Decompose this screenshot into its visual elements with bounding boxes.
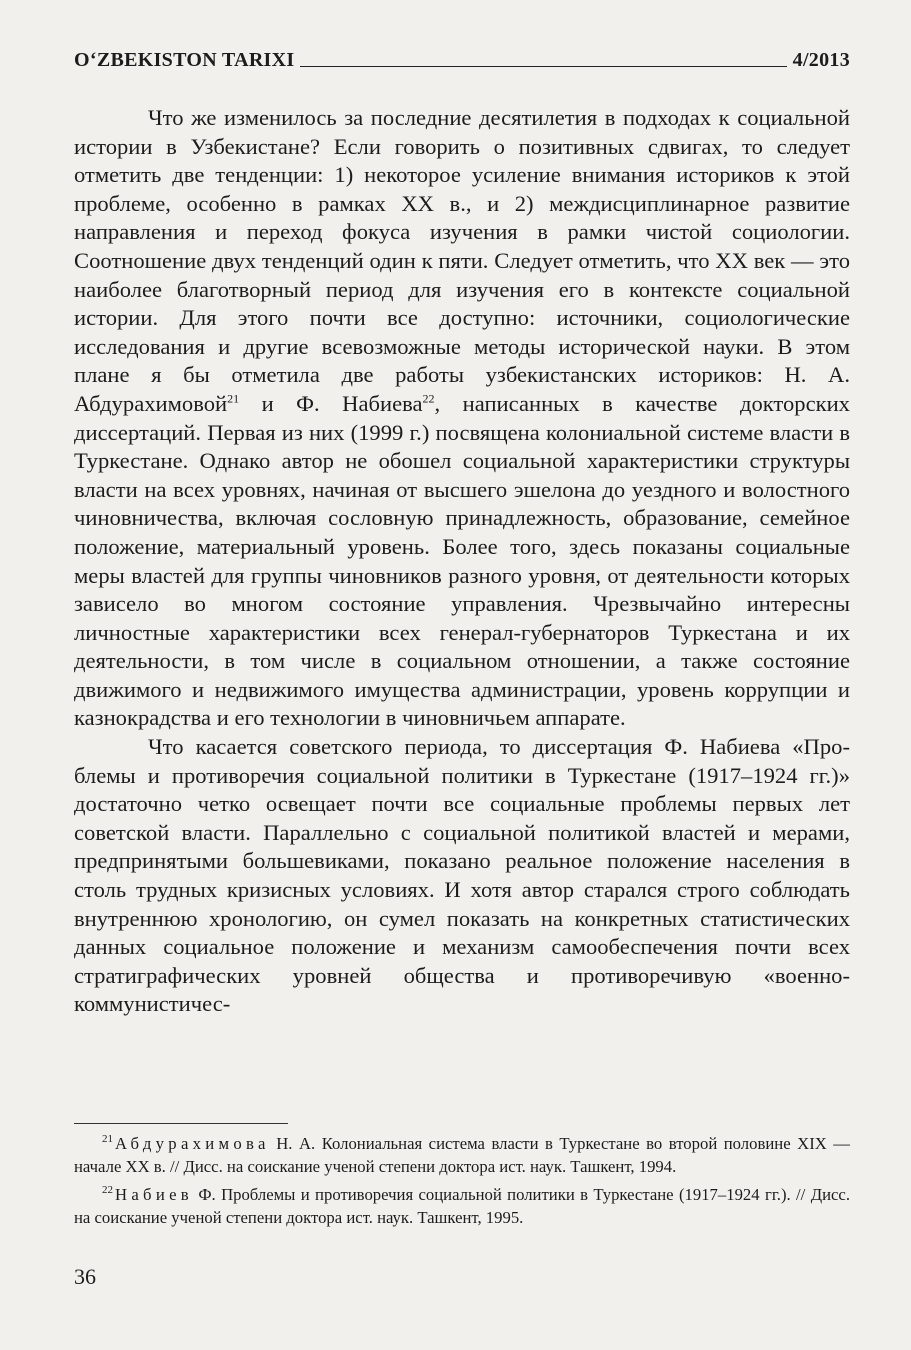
footnote-22 <box>74 1184 850 1229</box>
footnote-text: Н. А. Колониальная система власти в Туркестане во второй половине XIX — начале XX в. // Дисс. на соискание ученой степени доктора ист. наук. Ташкент, 1994. <box>74 1134 850 1176</box>
footnote-author: Абдурахимова <box>115 1134 270 1153</box>
footnote-ref-21: 21 <box>227 391 240 406</box>
footnote-number: 22 <box>102 1184 113 1197</box>
paragraph-1 <box>74 104 850 733</box>
issue-number: 4/2013 <box>792 49 850 71</box>
footnotes <box>74 1133 850 1235</box>
journal-title: O‘ZBEKISTON TARIXI <box>74 49 295 71</box>
main-text <box>74 104 850 1019</box>
footnote-21 <box>74 1133 850 1178</box>
footnote-separator <box>74 1123 288 1124</box>
footnote-number: 21 <box>102 1133 113 1146</box>
header-rule <box>300 66 786 67</box>
page-number: 36 <box>74 1264 96 1289</box>
paragraph-2: Что касается советского периода, то диссертация Ф. Набиева «Проблемы и противоречия социальной политики в Туркестане (1917–1924 гг.)» достаточно четко освещает почти все социальные проблемы первых лет советской власти. Параллельно с социальной политикой властей и мерами, предпринятыми большевиками, показано реальное положение населения в столь трудных кризисных условиях. И хотя автор старался строго соблюдать внутреннюю хронологию, он сумел показать на конкретных статистических данных социальное положение и механизм самообеспечения почти всех стратиграфических уровней общества и противоречивую «военно-коммунистичес- <box>74 734 850 1017</box>
paragraph-1-part-b: и Ф. Набиева <box>239 390 423 416</box>
paragraph-1-part-a: Что же изменилось за последние десятилетия в подходах к социальной истории в Узбекистане? Если говорить о позитивных сдвигах, то следует отметить две тенденции: 1) некоторое усиление внимания историков к этой проблеме, особенно в рамках XX в., и 2) междисциплинарное развитие направления и переход фокуса изучения в рамки чистой социологии. Соотношение двух тенденций один к пяти. Следует отметить, что XX век — это наиболее благотворный период для изучения его в контексте социальной истории. Для этого почти все доступно: источники, социологические исследования и другие всевозможные методы исторической науки. В этом плане я бы отметила две работы узбекистанских историков: Н. А. Абдурахимовой <box>74 105 850 416</box>
footnote-text: Ф. Проблемы и противоречия социальной политики в Туркестане (1917–1924 гг.). // Дисс. на соискание ученой степени доктора ист. наук. Ташкент, 1995. <box>74 1185 850 1227</box>
footnote-ref-22: 22 <box>422 391 435 406</box>
paragraph-1-part-c: , написанных в качестве докторских диссертаций. Первая из них (1999 г.) посвящена колониальной системе власти в Туркестане. Однако автор не обошел социальной характеристики структуры власти на всех уровнях, начиная от высшего эшелона до уездного и волостного чиновничества, включая сословную принадлежность, образование, семейное положение, материальный уровень. Более того, здесь показаны социальные меры властей для группы чиновников разного уровня, от деятельности которых зависело во многом состояние управления. Чрезвычайно интересны личностные характеристики всех генерал-губернаторов Туркестана и их деятельности, в том числе в социальном отношении, а также состояние движимого и недвижимого имущества администрации, уровень коррупции и казнокрадства и его технологии в чиновничьем аппарате. <box>74 390 850 731</box>
footnote-author: Набиев <box>115 1185 193 1204</box>
running-header <box>74 42 850 72</box>
